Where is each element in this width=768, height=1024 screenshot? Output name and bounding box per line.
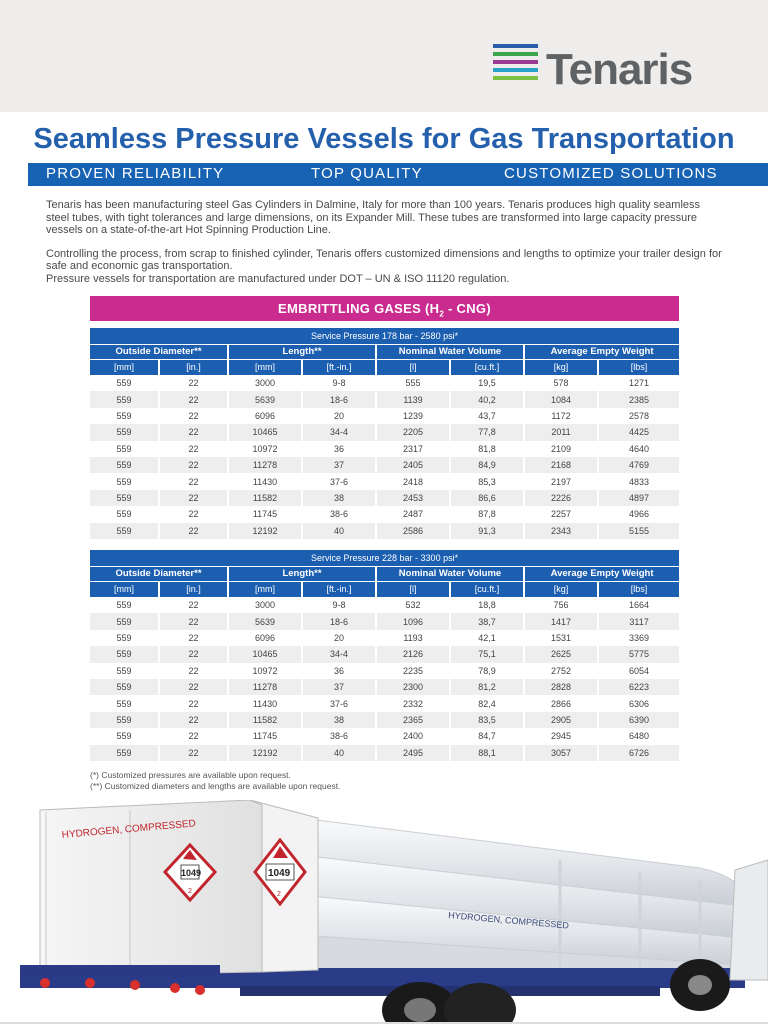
tagline-reliability: PROVEN RELIABILITY <box>46 165 225 182</box>
logo-stripes-icon <box>493 44 538 84</box>
table-cell: 9-8 <box>302 597 376 613</box>
table-row <box>90 408 679 424</box>
table-row <box>90 424 679 440</box>
table-cell: 43,7 <box>450 408 524 424</box>
table-cell: 22 <box>159 679 228 695</box>
table-cell: 37-6 <box>302 695 376 711</box>
table-cell: 5639 <box>228 391 302 407</box>
table-row <box>90 712 679 728</box>
table-cell: 81,8 <box>450 441 524 457</box>
table-cell: 22 <box>159 523 228 539</box>
table-row <box>90 490 679 506</box>
table-cell: 1139 <box>376 391 450 407</box>
table-cell: 40,2 <box>450 391 524 407</box>
table-cell: 1193 <box>376 630 450 646</box>
table-cell: 38-6 <box>302 728 376 744</box>
unit-header: [in.] <box>159 359 228 375</box>
table-cell: 22 <box>159 506 228 522</box>
table-cell: 532 <box>376 597 450 613</box>
table-cell: 10972 <box>228 663 302 679</box>
tagline-quality: TOP QUALITY <box>311 165 423 182</box>
tagline-bar <box>28 163 768 186</box>
table-cell: 22 <box>159 490 228 506</box>
table-cell: 83,5 <box>450 712 524 728</box>
table-cell: 37 <box>302 457 376 473</box>
table-cell: 6096 <box>228 630 302 646</box>
table-cell: 559 <box>90 473 159 489</box>
table-cell: 3117 <box>598 613 679 629</box>
table-cell: 38 <box>302 712 376 728</box>
table-cell: 22 <box>159 441 228 457</box>
table-cell: 2405 <box>376 457 450 473</box>
table-cell: 2226 <box>524 490 598 506</box>
section-heading-text-end: - CNG) <box>444 301 491 316</box>
table-row <box>90 728 679 744</box>
table-cell: 2453 <box>376 490 450 506</box>
tube-hydrogen-label: HYDROGEN, COMPRESSED <box>447 910 570 931</box>
table-cell: 2905 <box>524 712 598 728</box>
unit-header: [mm] <box>228 359 302 375</box>
table-cell: 22 <box>159 375 228 391</box>
table-cell: 37-6 <box>302 473 376 489</box>
table-cell: 559 <box>90 408 159 424</box>
footnote-pressure: (*) Customized pressures are available upon request. <box>90 770 291 780</box>
table-cell: 1096 <box>376 613 450 629</box>
table-cell: 11745 <box>228 506 302 522</box>
table-cell: 2586 <box>376 523 450 539</box>
table-cell: 2625 <box>524 646 598 662</box>
tractor-cab <box>730 860 768 980</box>
table-cell: 559 <box>90 391 159 407</box>
col-group-outside-diameter: Outside Diameter** <box>90 566 228 581</box>
gas-tubes <box>300 818 742 978</box>
table-cell: 559 <box>90 679 159 695</box>
table-cell: 4425 <box>598 424 679 440</box>
service-pressure-header: Service Pressure 178 bar - 2580 psi* <box>90 328 679 344</box>
table-cell: 559 <box>90 506 159 522</box>
table-cell: 1664 <box>598 597 679 613</box>
table-cell: 559 <box>90 695 159 711</box>
col-group-empty-weight: Average Empty Weight <box>524 566 679 581</box>
rear-bumper <box>20 965 220 977</box>
table-cell: 22 <box>159 712 228 728</box>
table-cell: 559 <box>90 646 159 662</box>
table-cell: 78,9 <box>450 663 524 679</box>
table-row <box>90 506 679 522</box>
trailer-photo <box>0 800 768 1024</box>
table-cell: 6306 <box>598 695 679 711</box>
table-cell: 555 <box>376 375 450 391</box>
table-cell: 2487 <box>376 506 450 522</box>
table-cell: 22 <box>159 646 228 662</box>
table-cell: 2866 <box>524 695 598 711</box>
table-cell: 11278 <box>228 679 302 695</box>
unit-header: [in.] <box>159 581 228 597</box>
table-cell: 2400 <box>376 728 450 744</box>
table-cell: 559 <box>90 712 159 728</box>
table-cell: 22 <box>159 695 228 711</box>
table-cell: 87,8 <box>450 506 524 522</box>
table-cell: 559 <box>90 490 159 506</box>
unit-header: [l] <box>376 359 450 375</box>
table-cell: 5775 <box>598 646 679 662</box>
table-cell: 2332 <box>376 695 450 711</box>
table-cell: 22 <box>159 408 228 424</box>
unit-header: [ft.-in.] <box>302 359 376 375</box>
table-cell: 6096 <box>228 408 302 424</box>
table-cell: 2317 <box>376 441 450 457</box>
table-row <box>90 745 679 761</box>
table-cell: 22 <box>159 391 228 407</box>
table-row <box>90 523 679 539</box>
table-cell: 2752 <box>524 663 598 679</box>
logo-wordmark: Tenaris <box>546 45 693 94</box>
table-cell: 86,6 <box>450 490 524 506</box>
table-cell: 1239 <box>376 408 450 424</box>
table-cell: 4833 <box>598 473 679 489</box>
table-row <box>90 695 679 711</box>
table-row <box>90 646 679 662</box>
table-cell: 22 <box>159 728 228 744</box>
footnote-dimensions: (**) Customized diameters and lengths are available upon request. <box>90 781 341 791</box>
table-cell: 22 <box>159 613 228 629</box>
table-cell: 22 <box>159 663 228 679</box>
table-cell: 2495 <box>376 745 450 761</box>
table-cell: 81,2 <box>450 679 524 695</box>
section-heading <box>90 296 679 321</box>
table-row <box>90 630 679 646</box>
table-row <box>90 473 679 489</box>
table-cell: 559 <box>90 613 159 629</box>
table-cell: 18,8 <box>450 597 524 613</box>
table-cell: 2578 <box>598 408 679 424</box>
section-heading-subscript: 2 <box>439 309 445 319</box>
table-cell: 2828 <box>524 679 598 695</box>
intro-text <box>46 199 722 285</box>
table-cell: 2257 <box>524 506 598 522</box>
table-cell: 2205 <box>376 424 450 440</box>
table-cell: 88,1 <box>450 745 524 761</box>
table-row <box>90 597 679 613</box>
cabinet-hydrogen-label: HYDROGEN, COMPRESSED <box>61 818 197 841</box>
table-cell: 6054 <box>598 663 679 679</box>
placard-class: 2 <box>188 888 192 895</box>
table-cell: 3057 <box>524 745 598 761</box>
table-cell: 11278 <box>228 457 302 473</box>
table-cell: 6223 <box>598 679 679 695</box>
tagline-solutions: CUSTOMIZED SOLUTIONS <box>504 165 718 182</box>
table-cell: 6726 <box>598 745 679 761</box>
table-cell: 6480 <box>598 728 679 744</box>
table-cell: 2235 <box>376 663 450 679</box>
spec-table-body <box>90 375 679 539</box>
table-cell: 18-6 <box>302 391 376 407</box>
table-cell: 2945 <box>524 728 598 744</box>
table-cell: 4897 <box>598 490 679 506</box>
table-cell: 11430 <box>228 695 302 711</box>
table-cell: 12192 <box>228 745 302 761</box>
table-cell: 77,8 <box>450 424 524 440</box>
table-cell: 2300 <box>376 679 450 695</box>
table-cell: 2197 <box>524 473 598 489</box>
table-cell: 38 <box>302 490 376 506</box>
table-cell: 2365 <box>376 712 450 728</box>
table-row <box>90 391 679 407</box>
intro-paragraph-1: Tenaris has been manufacturing steel Gas Cylinders in Dalmine, Italy for more than 100 years. Tenaris produces high quality seamless steel tubes, with tight tolerances and large dimensions, on its Expander Mill. These tubes are transformed into large capacity pressure vessels on a state-of-the-art Hot Spinning Production Line. <box>46 199 701 236</box>
table-cell: 85,3 <box>450 473 524 489</box>
table-cell: 38-6 <box>302 506 376 522</box>
service-pressure-header: Service Pressure 228 bar - 3300 psi* <box>90 550 679 566</box>
table-cell: 1172 <box>524 408 598 424</box>
table-cell: 34-4 <box>302 646 376 662</box>
placard-number: 1049 <box>268 868 291 879</box>
col-group-empty-weight: Average Empty Weight <box>524 344 679 359</box>
table-cell: 559 <box>90 441 159 457</box>
table-cell: 4966 <box>598 506 679 522</box>
table-row <box>90 679 679 695</box>
table-cell: 1417 <box>524 613 598 629</box>
table-cell: 9-8 <box>302 375 376 391</box>
table-cell: 84,7 <box>450 728 524 744</box>
unit-header: [cu.ft.] <box>450 581 524 597</box>
footnotes <box>90 770 340 792</box>
spec-table-body <box>90 597 679 761</box>
spec-table-228bar <box>90 550 679 761</box>
table-cell: 36 <box>302 663 376 679</box>
table-cell: 2168 <box>524 457 598 473</box>
table-row <box>90 375 679 391</box>
table-cell: 559 <box>90 663 159 679</box>
table-cell: 6390 <box>598 712 679 728</box>
table-cell: 20 <box>302 630 376 646</box>
unit-header: [mm] <box>90 359 159 375</box>
table-cell: 10465 <box>228 646 302 662</box>
table-cell: 40 <box>302 745 376 761</box>
table-cell: 22 <box>159 473 228 489</box>
table-cell: 2109 <box>524 441 598 457</box>
table-cell: 22 <box>159 424 228 440</box>
col-group-water-volume: Nominal Water Volume <box>376 566 524 581</box>
table-cell: 2385 <box>598 391 679 407</box>
table-cell: 3000 <box>228 597 302 613</box>
table-cell: 11745 <box>228 728 302 744</box>
table-cell: 75,1 <box>450 646 524 662</box>
table-cell: 559 <box>90 424 159 440</box>
table-cell: 10465 <box>228 424 302 440</box>
col-group-length: Length** <box>228 344 376 359</box>
unit-header: [kg] <box>524 581 598 597</box>
unit-header: [mm] <box>90 581 159 597</box>
table-row <box>90 613 679 629</box>
table-cell: 19,5 <box>450 375 524 391</box>
trailer-illustration <box>0 800 768 1024</box>
table-cell: 22 <box>159 597 228 613</box>
table-cell: 1084 <box>524 391 598 407</box>
unit-header: [kg] <box>524 359 598 375</box>
table-cell: 34-4 <box>302 424 376 440</box>
table-cell: 91,3 <box>450 523 524 539</box>
unit-header: [lbs] <box>598 359 679 375</box>
table-row <box>90 441 679 457</box>
spec-table-178bar <box>90 328 679 539</box>
unit-header: [cu.ft.] <box>450 359 524 375</box>
table-cell: 4640 <box>598 441 679 457</box>
table-cell: 2126 <box>376 646 450 662</box>
col-group-outside-diameter: Outside Diameter** <box>90 344 228 359</box>
table-cell: 36 <box>302 441 376 457</box>
unit-header: [l] <box>376 581 450 597</box>
table-cell: 3369 <box>598 630 679 646</box>
table-row <box>90 663 679 679</box>
table-cell: 559 <box>90 630 159 646</box>
table-cell: 559 <box>90 375 159 391</box>
table-cell: 22 <box>159 630 228 646</box>
placard-number: 1049 <box>181 868 202 878</box>
table-cell: 756 <box>524 597 598 613</box>
unit-header: [mm] <box>228 581 302 597</box>
tenaris-logo[interactable] <box>493 40 733 100</box>
table-cell: 5155 <box>598 523 679 539</box>
table-cell: 84,9 <box>450 457 524 473</box>
table-cell: 2011 <box>524 424 598 440</box>
table-cell: 12192 <box>228 523 302 539</box>
table-cell: 40 <box>302 523 376 539</box>
table-cell: 11582 <box>228 490 302 506</box>
table-cell: 2418 <box>376 473 450 489</box>
table-cell: 10972 <box>228 441 302 457</box>
table-cell: 3000 <box>228 375 302 391</box>
table-cell: 37 <box>302 679 376 695</box>
table-cell: 82,4 <box>450 695 524 711</box>
col-group-water-volume: Nominal Water Volume <box>376 344 524 359</box>
intro-paragraph-3: Pressure vessels for transportation are manufactured under DOT – UN & ISO 11120 regulation. <box>46 272 510 285</box>
table-cell: 22 <box>159 457 228 473</box>
table-cell: 38,7 <box>450 613 524 629</box>
table-cell: 1271 <box>598 375 679 391</box>
table-cell: 18-6 <box>302 613 376 629</box>
table-cell: 2343 <box>524 523 598 539</box>
table-row <box>90 457 679 473</box>
table-cell: 4769 <box>598 457 679 473</box>
table-cell: 22 <box>159 745 228 761</box>
table-cell: 559 <box>90 728 159 744</box>
table-cell: 11430 <box>228 473 302 489</box>
placard-class: 2 <box>277 891 281 898</box>
unit-header: [lbs] <box>598 581 679 597</box>
table-cell: 42,1 <box>450 630 524 646</box>
unit-header: [ft.-in.] <box>302 581 376 597</box>
page-title: Seamless Pressure Vessels for Gas Transportation <box>33 123 735 155</box>
table-cell: 1531 <box>524 630 598 646</box>
table-cell: 559 <box>90 457 159 473</box>
table-cell: 559 <box>90 597 159 613</box>
table-cell: 11582 <box>228 712 302 728</box>
col-group-length: Length** <box>228 566 376 581</box>
table-cell: 20 <box>302 408 376 424</box>
intro-paragraph-2: Controlling the process, from scrap to finished cylinder, Tenaris offers customized dimensions and lengths to optimize your trailer design for safe and economic gas transportation. <box>46 247 722 272</box>
table-cell: 578 <box>524 375 598 391</box>
table-cell: 5639 <box>228 613 302 629</box>
table-cell: 559 <box>90 745 159 761</box>
section-heading-text: EMBRITTLING GASES (H <box>278 301 440 316</box>
table-cell: 559 <box>90 523 159 539</box>
